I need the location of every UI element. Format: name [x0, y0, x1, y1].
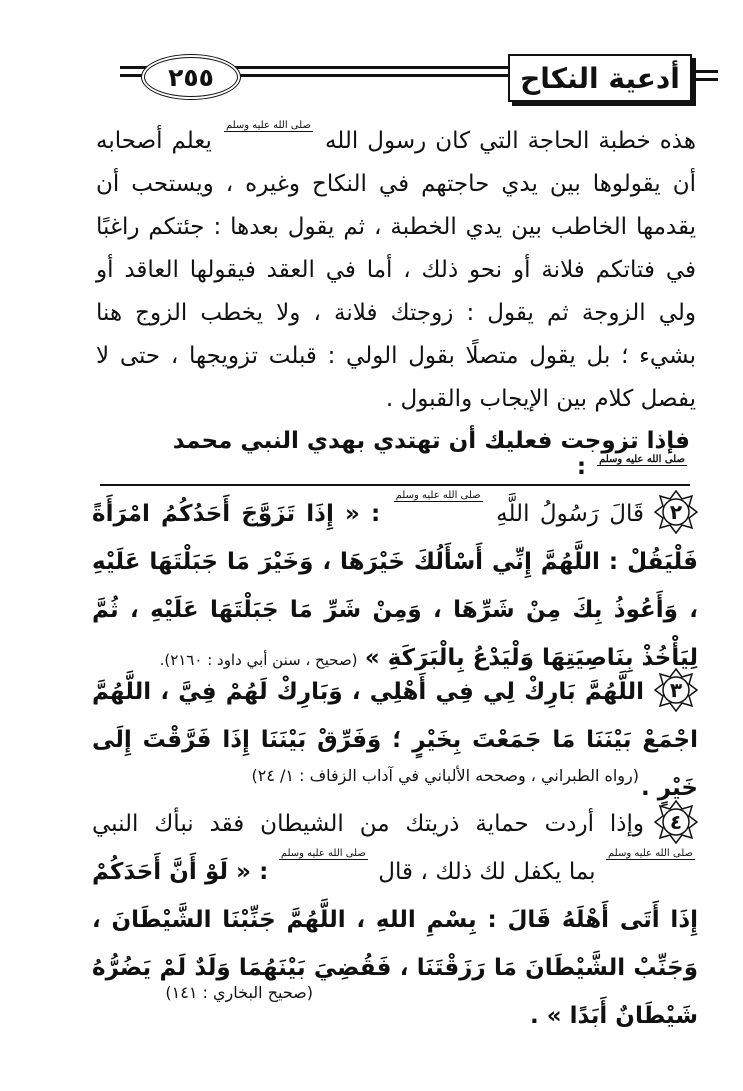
- honorific-calligraphy: صلى الله عليه وسلم: [599, 454, 685, 465]
- honorific-calligraphy: صلى الله عليه وسلم: [395, 490, 481, 501]
- intro-paragraph: [96, 120, 696, 421]
- item-number: ٣: [669, 678, 683, 702]
- number-badge: [654, 800, 698, 844]
- dua-item-4: [92, 800, 698, 1040]
- number-badge: [654, 668, 698, 712]
- honorific-calligraphy: صلى الله عليه وسلم: [280, 848, 366, 859]
- header-rule-middle: [234, 66, 510, 69]
- dua-item-2: [92, 490, 698, 684]
- item-number: ٤: [669, 810, 683, 834]
- number-badge: [654, 490, 698, 534]
- intro-text-1: هذه خطبة الحاجة التي كان رسول الله: [324, 128, 696, 154]
- hadith-reference: (صحيح ، سنن أبي داود : ٢١٦٠).: [159, 651, 358, 669]
- item-number: ٢: [669, 500, 683, 524]
- section-heading-text: فإذا تزوجت فعليك أن تهتدي بهدي النبي محمد: [172, 428, 690, 454]
- page-number: ٢٥٥: [141, 54, 241, 100]
- section-heading: [100, 428, 690, 486]
- header-rule-middle-2: [234, 74, 510, 77]
- header-rule-right: [692, 70, 718, 73]
- item-lead: قَالَ رَسُولُ اللَّهِ: [496, 501, 645, 527]
- dua-quote: اللَّهُمَّ بَارِكْ لِي فِي أَهْلِي ، وَبَارِكْ لَهُمْ فِيَّ ، اللَّهُمَّ اجْمَعْ بَيْنَنَا مَا جَمَعْتَ بِخَيْرٍ ؛ وَفَرِّقْ بَيْنَنَا إِذَا فَرَّقْتَ إِلَى خَيْرٍ .: [92, 679, 698, 801]
- hadith-quote: : « إِذَا تَزَوَّجَ أَحَدُكُمُ امْرَأَةً فَلْيَقُلْ : اللَّهُمَّ إِنِّي أَسْأَلُكَ خَيْرَهَا ، وَخَيْرَ مَا جَبَلْتَهَا عَلَيْهِ ، وَأَعُوذُ بِكَ مِنْ شَرِّهَا ، وَمِنْ شَرِّ مَا جَبَلْتَهَا عَلَيْهِ ، ثُمَّ لِيَأْخُذْ بِنَاصِيَتِهَا وَلْيَدْعُ بِالْبَرَكَةِ »: [92, 501, 698, 671]
- dua-reference: (رواه الطبراني ، وصححه الألباني في آداب الزفاف : ١/ ٢٤): [251, 766, 639, 785]
- chapter-title: أدعية النكاح: [508, 54, 692, 102]
- honorific-calligraphy: صلى الله عليه وسلم: [225, 120, 311, 131]
- item-middle: بما يكفل لك ذلك ، قال: [378, 859, 596, 885]
- dua-item-3: [92, 668, 698, 812]
- section-heading-colon: :: [576, 454, 587, 480]
- hadith-quote: : « لَوْ أَنَّ أَحَدَكُمْ إِذَا أَتَى أَهْلَهُ قَالَ : بِسْمِ اللهِ ، اللَّهُمَّ جَنِّبْنَا الشَّيْطَانَ ، وَجَنِّبْ الشَّيْطَانَ مَا رَزَقْتَنَا ، فَقُضِيَ بَيْنَهُمَا وَلَدٌ لَمْ يَضُرُّهُ شَيْطَانٌ أَبَدًا » .: [92, 859, 698, 1029]
- item-lead: وإذا أردت حماية ذريتك من الشيطان فقد نبأك النبي: [92, 811, 644, 837]
- hadith-reference: (صحيح البخاري : ١٤١): [165, 983, 313, 1002]
- header-rule-right-2: [692, 78, 718, 81]
- honorific-calligraphy: صلى الله عليه وسلم: [608, 848, 693, 859]
- intro-text-2: يعلم أصحابه أن يقولوها بين يدي حاجتهم في النكاح وغيره ، ويستحب أن يقدمها الخاطب بين يدي الخطبة ، ثم يقول بعدها : جئتكم راغبًا في فتاتكم فلانة أو نحو ذلك ، أما في العقد فيقولها العاقد أو ولي الزوجة ثم يقول : زوجتك فلانة ، ولا يخطب الزوج هنا بشيء ؛ بل يقول متصلًا بقول الولي : قبلت تزويجها ، حتى لا يفصل كلام بين الإيجاب والقبول .: [96, 128, 696, 412]
